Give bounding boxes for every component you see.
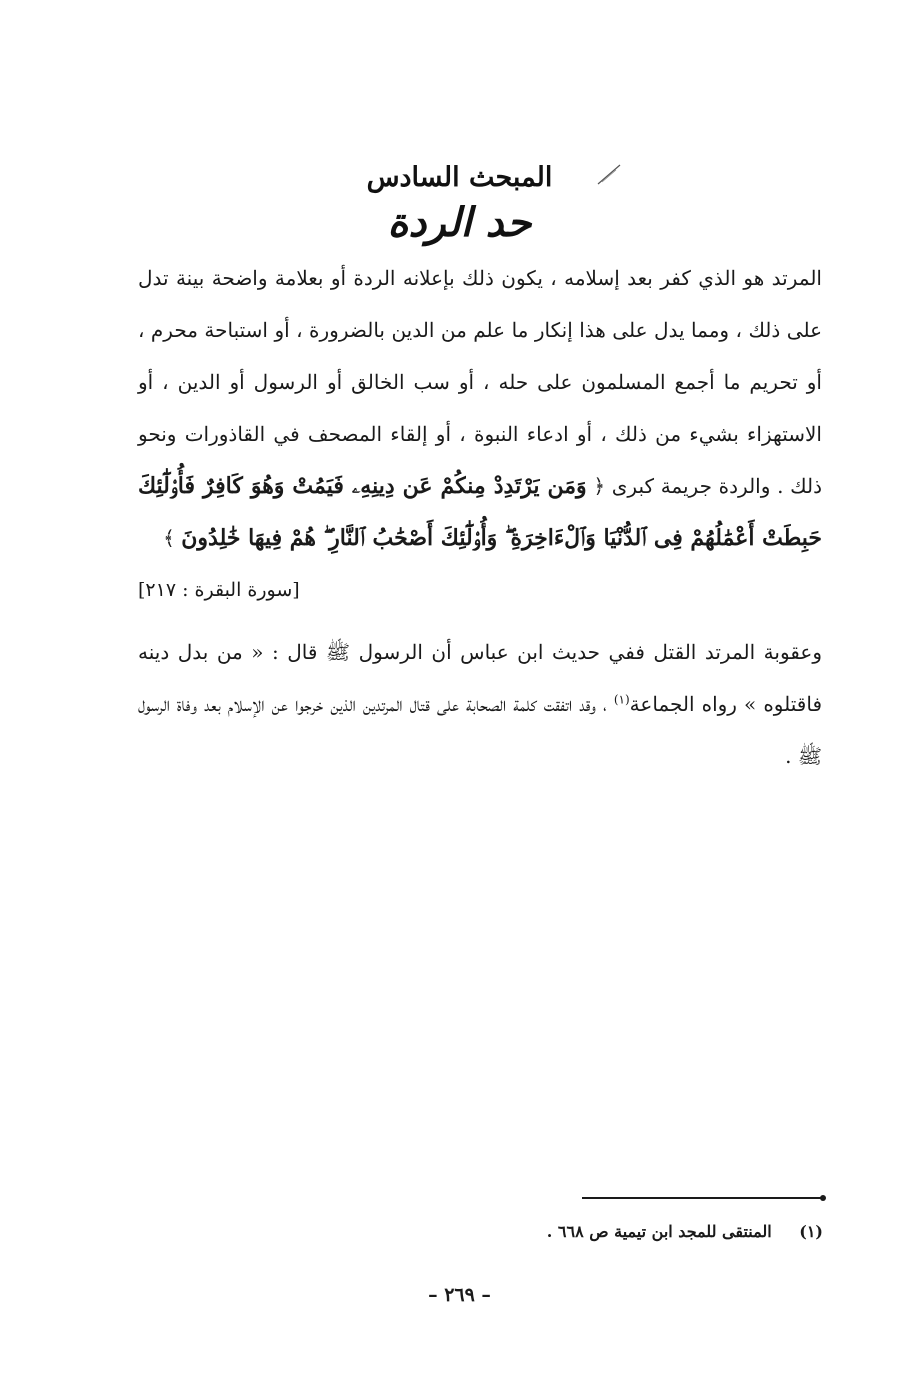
quran-verse: وَمَن يَرْتَدِدْ مِنكُمْ عَن دِينِهِۦ فَيَمُتْ وَهُوَ كَافِرٌ فَأُو۟لَٰٓئِكَ حَبِطَتْ أَعْمَٰلُهُمْ فِى ٱلدُّنْيَا وَٱلْءَاخِرَةِ ۖ وَأُو۟لَٰٓئِكَ أَصْحَٰبُ ٱلنَّارِ ۖ هُمْ فِيهَا خَٰلِدُونَ <box>138 473 822 551</box>
paragraph-apostasy-definition <box>138 252 822 616</box>
paragraph-consensus-text: ، وقد اتفقت كلمة الصحابة على قتال المرتدين الذين خرجوا عن الإسلام بعد وفاة الرسول ﷺ . <box>138 692 822 768</box>
surah-reference: [سورة البقرة : ٢١٧] <box>138 579 300 601</box>
footnote-reference: (١) <box>613 692 630 707</box>
footnote <box>547 1220 823 1244</box>
paragraph-apostasy-punishment <box>138 626 822 782</box>
footnote-separator <box>582 1197 822 1199</box>
footnote-text: المنتقى للمجد ابن تيمية ص ٦٦٨ . <box>546 1222 772 1241</box>
section-label: المبحث السادس <box>366 162 553 193</box>
paragraph-intro-text: المرتد هو الذي كفر بعد إسلامه ، يكون ذلك بإعلانه الردة أو بعلامة واضحة بينة تدل على ذلك ، ومما يدل على هذا إنكار ما علم من الدين بالضرورة ، أو استباحة محرم ، أو تحريم ما أجمع المسلمون على حله ، أو سب الخالق أو الرسول أو الدين ، أو الاستهزاء بشيء من ذلك ، أو ادعاء النبوة ، أو إلقاء المصحف في القاذورات ونحو ذلك . والردة جريمة كبرى <box>138 266 823 498</box>
page-number: – ٢٦٩ – <box>428 1284 491 1306</box>
verse-close-bracket: ﴾ <box>163 526 175 550</box>
paragraph-hadith-text: وعقوبة المرتد القتل ففي حديث ابن عباس أن الرسول ﷺ قال : « من بدل دينه فاقتلوه » رواه الجماعة <box>138 640 823 716</box>
section-title: حد الردة <box>387 199 532 246</box>
footnote-number: (١) <box>799 1222 823 1241</box>
verse-open-bracket: ﴿ <box>593 474 606 498</box>
